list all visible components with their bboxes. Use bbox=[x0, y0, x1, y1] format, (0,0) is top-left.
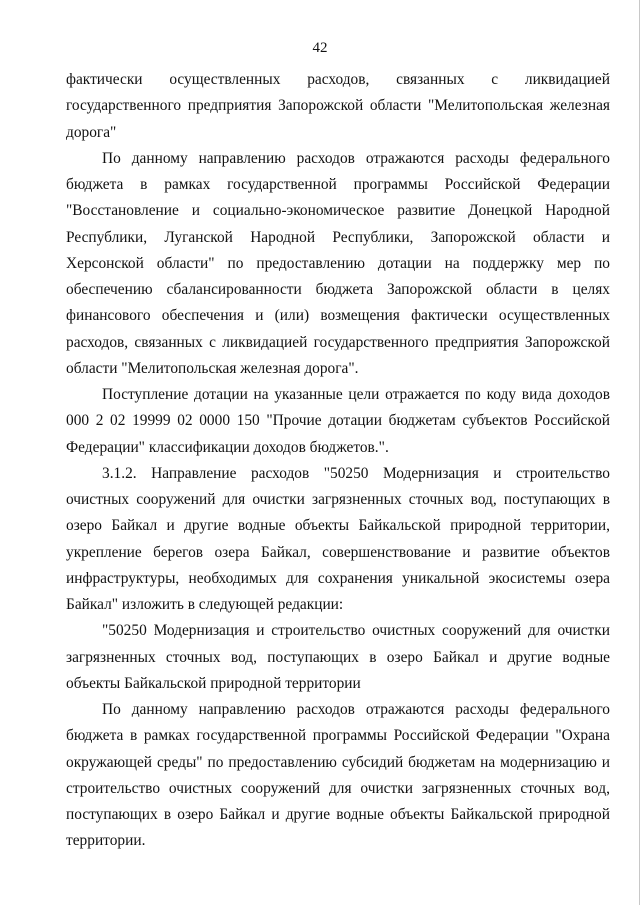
page-number: 42 bbox=[312, 40, 328, 56]
paragraph-continuation: фактически осуществленных расходов, связанных с ликвидацией государственного предприятия Запорожской области "Мелитопольская железная дорога" bbox=[66, 71, 610, 141]
document-body bbox=[66, 67, 610, 855]
paragraph-expenses-description-baikal: По данному направлению расходов отражаются расходы федерального бюджета в рамках государственной программы Российской Федерации "Охрана окружающей среды" по предоставлению субсидий бюджетам на модернизацию и строительство очистных сооружений для очистки загрязненных сточных вод, поступающих в озеро Байкал и другие водные объекты Байкальской природной территории. bbox=[66, 701, 610, 850]
paragraph-expenses-description-zaporozhye: По данному направлению расходов отражаются расходы федерального бюджета в рамках государственной программы Российской Федерации "Восстановление и социально-экономическое развитие Донецкой Народной Республики, Луганской Народной Республики, Запорожской области и Херсонской области" по предоставлению дотации на поддержку мер по обеспечению сбалансированности бюджета Запорожской области в целях финансового обеспечения и (или) возмещения фактически осуществленных расходов, связанных с ликвидацией государственного предприятия Запорожской области "Мелитопольская железная дорога". bbox=[66, 149, 610, 377]
paragraph-income-code: Поступление дотации на указанные цели отражается по коду вида доходов 000 2 02 19999 02 0000 150 "Прочие дотации бюджетам субъектов Российской Федерации" классификации доходов бюджетов.". bbox=[66, 386, 610, 456]
paragraph-code-50250-title: "50250 Модернизация и строительство очистных сооружений для очистки загрязненных сточных вод, поступающих в озеро Байкал и другие водные объекты Байкальской природной территории bbox=[66, 622, 610, 692]
paragraph-section-3-1-2: 3.1.2. Направление расходов "50250 Модернизация и строительство очистных сооружений для очистки загрязненных сточных вод, поступающих в озеро Байкал и другие водные объекты Байкальской природной территории, укрепление берегов озера Байкал, совершенствование и развитие объектов инфраструктуры, необходимых для сохранения уникальной экосистемы озера Байкал" изложить в следующей редакции: bbox=[66, 464, 610, 613]
